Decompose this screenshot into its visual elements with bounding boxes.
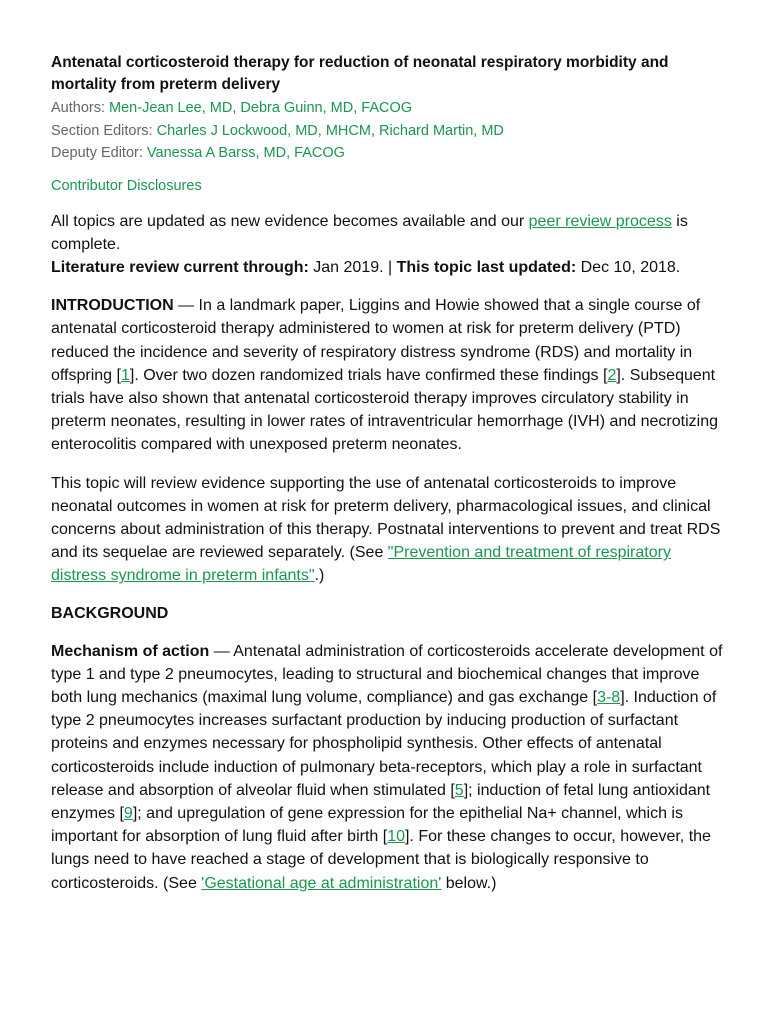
mechanism-text: ]. Induction of type 2 pneumocytes increases surfactant production by inducing production of surfactant proteins and enzymes necessary for phospholipid synthesis. Other effects of antenatal corticosteroids include induction of pulmonary beta-receptors, which play a role in surfactant release and absorption of alveolar fluid when stimulated [ [51,688,717,799]
mechanism-paragraph [51,640,726,895]
update-notice [51,210,726,256]
deputy-editor-line [51,142,726,165]
mechanism-text: ]. For these changes to occur, however, the lungs need to have reached a stage of development that is biologically responsive to corticosteroids. (See [51,828,711,892]
gestational-age-link[interactable]: 'Gestational age at administration' [201,874,442,892]
introduction-heading: INTRODUCTION [51,297,174,315]
contributor-disclosures-link[interactable]: Contributor Disclosures [51,177,202,194]
authors-line: Authors: Men-Jean Lee, MD, Debra Guinn, MD, FACOG [51,100,413,116]
reference-link-5[interactable]: 5 [454,781,464,799]
intro-text: This topic will review evidence supporting the use of antenatal corticosteroids to improve neonatal outcomes in women at risk for preterm delivery, pharmacological issues, and clinical concerns about administration of this therapy. Postnatal interventions to prevent and treat RDS and its sequelae are reviewed separately. (See [51,474,721,562]
last-updated-label: This topic last updated: [396,258,577,276]
author-link-lee[interactable]: Men-Jean Lee, MD [109,100,233,116]
intro-text: .) [314,567,325,585]
section-editors-line: Section Editors: Charles J Lockwood, MD, MHCM, Richard Martin, MD [51,122,504,139]
peer-review-link[interactable]: peer review process [528,212,672,230]
mechanism-text: ]; and upregulation of gene expression for the epithelial Na+ channel, which is important for absorption of lung fluid after birth [ [51,804,683,846]
mechanism-label: Mechanism of action [51,642,210,660]
intro-text: ]. Subsequent trials have also shown that antenatal corticosteroid therapy improves circulatory stability in preterm neonates, resulting in lower rates of intraventricular hemorrhage (IVH) and necrotizing enterocolitis compared with unexposed preterm neonates. [51,366,718,454]
rds-topic-link[interactable]: "Prevention and treatment of respiratory distress syndrome in preterm infants" [51,544,671,585]
mechanism-text: — Antenatal administration of corticosteroids accelerate development of type 1 and type 2 pneumocytes, leading to structural and biochemical changes that improve both lung mechanics (maximal lung volume, compliance) and gas exchange [ [51,642,723,706]
lit-review-label: Literature review current through: [51,258,309,276]
deputy-editor-label: Deputy Editor: [51,145,143,161]
section-editors-label: Section Editors: [51,122,153,139]
lit-review-value: Jan 2019. | [308,258,397,276]
introduction-paragraph-2 [51,472,726,588]
review-dates [51,256,726,279]
deputy-editor-link-barss[interactable]: Vanessa A Barss, MD, FACOG [146,145,345,161]
authors-label: Authors: [51,100,105,116]
editor-link-lockwood[interactable]: Charles J Lockwood, MD, MHCM [156,122,371,139]
update-notice-text: All topics are updated as new evidence becomes available and our [51,212,529,230]
mechanism-text: below.) [441,874,497,892]
reference-link-9[interactable]: 9 [123,804,133,822]
background-heading: BACKGROUND [51,604,169,622]
intro-text: ]. Over two dozen randomized trials have confirmed these findings [ [129,366,608,384]
author-link-guinn[interactable]: Debra Guinn, MD, FACOG [240,100,413,116]
reference-link-1[interactable]: 1 [120,366,130,384]
reference-link-2[interactable]: 2 [607,366,617,384]
reference-link-10[interactable]: 10 [387,828,405,846]
editor-link-martin[interactable]: Richard Martin, MD [378,122,504,139]
introduction-paragraph-1 [51,294,726,456]
intro-text: — In a landmark paper, Liggins and Howie showed that a single course of antenatal corticosteroid therapy administered to women at risk for preterm delivery (PTD) reduced the incidence and severity of respiratory distress syndrome (RDS) and mortality in offspring [ [51,297,701,384]
mechanism-text: ]; induction of fetal lung antioxidant enzymes [ [51,781,711,822]
update-notice-text-end: is complete. [51,212,688,253]
article-title: Antenatal corticosteroid therapy for reduction of neonatal respiratory morbidity and mortality from preterm delivery [51,54,669,93]
last-updated-value: Dec 10, 2018. [576,258,681,276]
reference-link-3-8[interactable]: 3-8 [597,688,621,706]
